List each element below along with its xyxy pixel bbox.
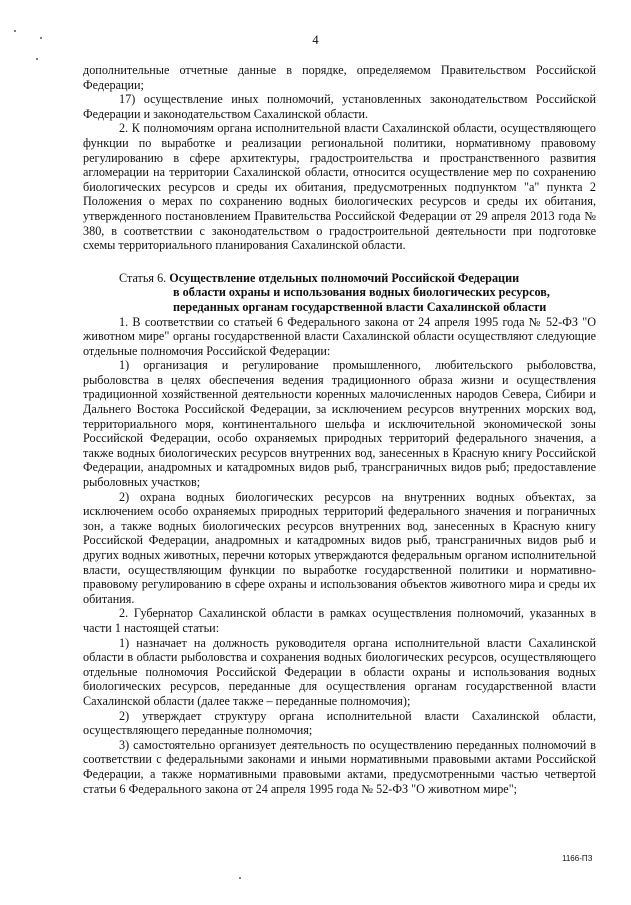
scan-speck [14, 30, 16, 32]
article-title-line-1 [83, 271, 596, 286]
paragraph: 2. К полномочиям органа исполнительной власти Сахалинской области, осуществляющего функции по выработке и реализации региональной политики, нормативному правовому регулированию в сфере архитектуры, градостроительства и пространственного развития агломерации на территории Сахалинской области, относится осуществление мер по сохранению биологических ресурсов и среды их обитания, предусмотренных подпунктом "а" пункта 2 Положения о мерах по сохранению водных биологических ресурсов и среды их обитания, утвержденного постановлением Правительства Российской Федерации от 29 апреля 2013 года № 380, в соответствии с законодательством о градостроительной деятельности при подготовке схемы территориального планирования Сахалинской области. [83, 121, 596, 253]
document-code: 1166-ПЗ [562, 854, 593, 863]
scan-speck [36, 58, 38, 60]
paragraph: 3) самостоятельно организует деятельность по осуществлению переданных полномочий в соответствии с федеральными законами и иными нормативными правовыми актами Российской Федерации, а также нормативными правовыми актами, предусмотренными частью четвертой статьи 6 Федерального закона от 24 апреля 1995 года № 52-ФЗ "О животном мире"; [83, 737, 596, 796]
article-title-line-2: в области охраны и использования водных биологических ресурсов, [173, 285, 550, 300]
paragraph: 2) охрана водных биологических ресурсов на внутренних водных объектах, за исключением особо охраняемых природных территорий федерального значения и пограничных зон, а также водных биологических ресурсов внутренних вод, занесенных в Красную книгу Российской Федерации, анадромных и катадромных видов рыб, трансграничных видов рыб и других водных животных, перечни которых утверждаются федеральным органом исполнительной власти, осуществляющим функции по выработке государственной политики и нормативно-правовому регулированию в сфере охраны и использования объектов животного мира и среды их обитания. [83, 489, 596, 606]
article-title-line-3: переданных органам государственной власти Сахалинской области [173, 299, 547, 314]
article-title-part-1: Осуществление отдельных полномочий Российской Федерации [169, 270, 520, 285]
paragraph: 1) назначает на должность руководителя органа исполнительной власти Сахалинской области в области рыболовства и сохранения водных биологических ресурсов, осуществляющего отдельные полномочия Российской Федерации в области охраны и использования водных биологических ресурсов, переданные для осуществления органам государственной власти Сахалинской области (далее также – переданные полномочия); [83, 635, 596, 708]
paragraph: 1) организация и регулирование промышленного, любительского рыболовства, рыболовства в целях обеспечения ведения традиционного образа жизни и осуществления традиционной хозяйственной деятельности коренных малочисленных народов Севера, Сибири и Дальнего Востока Российской Федерации, за исключением ресурсов внутренних морских вод, территориального моря, континентального шельфа и исключительной экономической зоны Российской Федерации, особо охраняемых природных территорий федерального значения, а также водных биологических ресурсов внутренних вод, занесенных в Красную книгу Российской Федерации, анадромных и катадромных видов рыб, трансграничных видов рыб; предоставление рыболовных участков; [83, 358, 596, 490]
paragraph: 17) осуществление иных полномочий, установленных законодательством Российской Федерации и законодательством Сахалинской области. [83, 92, 596, 121]
article-heading [83, 271, 596, 315]
scan-speck [40, 37, 42, 39]
scan-speck [239, 877, 241, 879]
paragraph: дополнительные отчетные данные в порядке, определяемом Правительством Российской Федерации; [83, 63, 596, 92]
page-number: 4 [312, 33, 319, 47]
article-number: Статья 6. [119, 270, 167, 285]
paragraph: 2. Губернатор Сахалинской области в рамках осуществления полномочий, указанных в части 1 настоящей статьи: [83, 606, 596, 635]
bottom-paragraphs [83, 315, 596, 797]
paragraph: 2) утверждает структуру органа исполнительной власти Сахалинской области, осуществляющего переданные полномочия; [83, 708, 596, 738]
document-body [83, 63, 596, 796]
top-paragraphs [83, 63, 596, 253]
paragraph: 1. В соответствии со статьей 6 Федерального закона от 24 апреля 1995 года № 52-ФЗ "О животном мире" органы государственной власти Сахалинской области осуществляют следующие отдельные полномочия Российской Федерации: [83, 314, 596, 358]
